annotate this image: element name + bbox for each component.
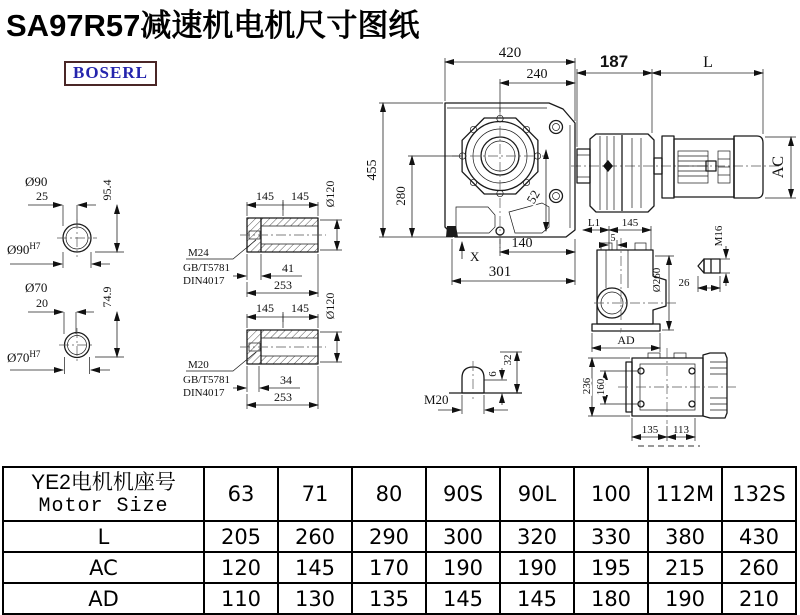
cell-ac-100: 195	[574, 552, 648, 583]
sleeve-lower-threadlen-label: 34	[280, 373, 292, 387]
sleeve-upper-seg2-label: 145	[291, 189, 309, 203]
cell-ad-132s: 210	[722, 583, 796, 614]
dim-5-label: 5	[610, 233, 616, 244]
cell-l-100: 330	[574, 521, 648, 552]
table-header-en: Motor Size	[38, 494, 169, 518]
cell-ac-112m: 215	[648, 552, 722, 583]
cell-l-90s: 300	[426, 521, 500, 552]
cell-ad-112m: 190	[648, 583, 722, 614]
column-header-80: 80	[352, 467, 426, 521]
cell-ac-90l: 190	[500, 552, 574, 583]
page-title: SA97R57减速机电机尺寸图纸	[6, 8, 420, 43]
sleeve-upper-bore-label: Ø120	[323, 180, 337, 208]
sleeve-upper-total-label: 253	[274, 278, 292, 292]
sleeve-lower-seg2-label: 145	[291, 301, 309, 315]
table-header-row	[3, 467, 796, 521]
dim-l1-label: L1	[587, 217, 601, 229]
table-row-ac	[3, 552, 796, 583]
column-header-112m: 112M	[648, 467, 722, 521]
dim-260-label: Ø260	[651, 267, 663, 293]
sleeve-lower-bore-label: Ø120	[323, 292, 337, 320]
row-label-l: L	[3, 521, 204, 552]
shaft70-fit-label: $Ø70^{H7}$	[7, 349, 41, 365]
table-row-ad	[3, 583, 796, 614]
column-header-90l: 90L	[500, 467, 574, 521]
dim-240-label: 240	[526, 67, 548, 82]
dim-140-label: 140	[511, 236, 533, 251]
dim-ad-label: AD	[617, 333, 635, 347]
shaft-section-70	[7, 280, 124, 374]
shaft70-height-label: 74.9	[100, 286, 114, 308]
sleeve-upper-std1-label: GB/T5781	[183, 262, 231, 274]
shaft-section-90	[7, 174, 124, 268]
m16-screw	[679, 225, 731, 292]
cell-ad-63: 110	[204, 583, 278, 614]
sleeve-lower-std2-label: DIN4017	[183, 387, 225, 399]
cell-l-71: 260	[278, 521, 352, 552]
cell-ad-71: 130	[278, 583, 352, 614]
sleeve-lower-seg1-label: 145	[256, 301, 274, 315]
m16-length-label: 26	[678, 277, 690, 289]
row-label-ad: AD	[3, 583, 204, 614]
sleeve-lower-thread-label: M20	[188, 359, 209, 371]
dim-187-label: 187	[599, 52, 629, 71]
sleeve-upper-thread-label: M24	[188, 247, 209, 259]
motor-side-view	[571, 52, 796, 212]
cell-ac-63: 120	[204, 552, 278, 583]
table-header-motor-size	[3, 467, 204, 521]
row-label-ac: AC	[3, 552, 204, 583]
shaft70-diameter-label: Ø70	[25, 280, 48, 295]
sleeve-upper-std2-label: DIN4017	[183, 275, 225, 287]
cell-l-112m: 380	[648, 521, 722, 552]
m20-plug	[424, 352, 522, 414]
gearbox-front-view	[365, 45, 575, 285]
table-header-cn: YE2电机机座号	[31, 470, 176, 494]
brand-logo-text: BOSERL	[73, 63, 148, 82]
dim-301-label: 301	[488, 264, 512, 280]
shaft90-diameter-label: Ø90	[25, 174, 48, 189]
motor-size-table	[2, 466, 797, 615]
hollow-shaft-upper	[183, 181, 342, 297]
hollow-shaft-lower	[183, 293, 342, 409]
m20-dim32-label: 32	[502, 354, 514, 366]
cell-ac-71: 145	[278, 552, 352, 583]
column-header-63: 63	[204, 467, 278, 521]
cell-l-90l: 320	[500, 521, 574, 552]
cell-ad-90s: 145	[426, 583, 500, 614]
gearbox-side-view	[583, 217, 678, 352]
cell-l-80: 290	[352, 521, 426, 552]
dim-145-label: 145	[621, 217, 639, 229]
dim-455-label: 455	[365, 159, 380, 181]
table-row-l	[3, 521, 796, 552]
cell-ac-132s: 260	[722, 552, 796, 583]
dim-135-label: 135	[641, 424, 659, 436]
dim-280-label: 280	[393, 186, 408, 206]
m20-dim6-label: 6	[487, 371, 499, 377]
sleeve-upper-threadlen-label: 41	[282, 261, 294, 275]
shaft90-fit-label: $Ø90^{H7}$	[7, 241, 41, 257]
dim-ac-label: AC	[770, 155, 787, 179]
dim-160-label: 160	[595, 378, 607, 396]
cell-ac-80: 170	[352, 552, 426, 583]
column-header-132s: 132S	[722, 467, 796, 521]
cell-ad-90l: 145	[500, 583, 574, 614]
dim-113-label: 113	[672, 424, 690, 436]
dim-420-label: 420	[498, 45, 522, 61]
sleeve-lower-std1-label: GB/T5781	[183, 374, 231, 386]
dim-236-label: 236	[581, 377, 593, 395]
cell-l-63: 205	[204, 521, 278, 552]
column-header-90s: 90S	[426, 467, 500, 521]
cell-ad-80: 135	[352, 583, 426, 614]
brand-logo	[64, 61, 157, 86]
gearbox-top-view	[581, 348, 737, 446]
m16-thread-label: M16	[713, 225, 725, 247]
cell-ad-100: 180	[574, 583, 648, 614]
sleeve-upper-seg1-label: 145	[256, 189, 274, 203]
dim-52-label: 52	[523, 187, 543, 207]
shaft90-keywidth-label: 25	[36, 189, 48, 203]
dim-l-label: L	[703, 54, 713, 71]
marker-x-label: X	[470, 249, 480, 264]
shaft70-keywidth-label: 20	[36, 296, 48, 310]
cell-ac-90s: 190	[426, 552, 500, 583]
m20-thread-label: M20	[424, 392, 449, 407]
column-header-71: 71	[278, 467, 352, 521]
column-header-100: 100	[574, 467, 648, 521]
shaft90-height-label: 95.4	[100, 179, 114, 201]
cell-l-132s: 430	[722, 521, 796, 552]
sleeve-lower-total-label: 253	[274, 390, 292, 404]
